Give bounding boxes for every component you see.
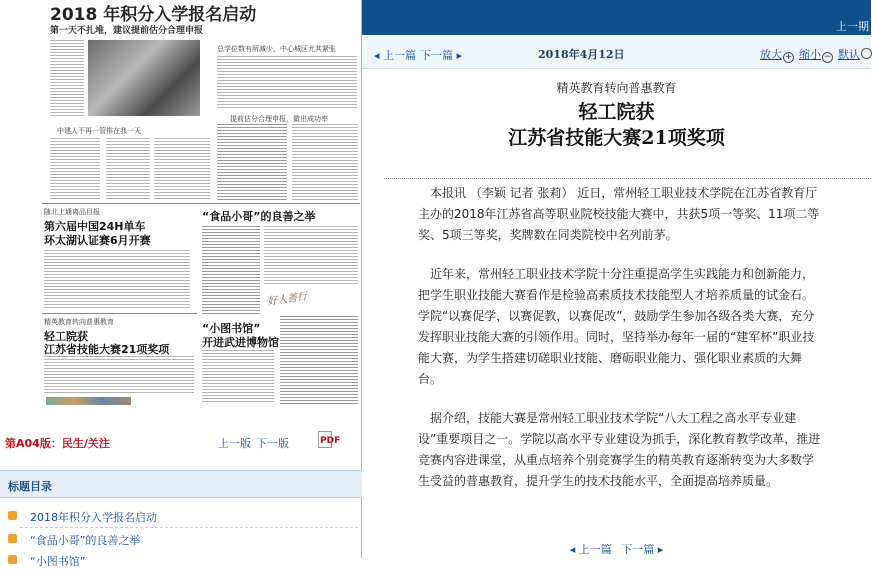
mini-headline: 总学位数有所减少，中心城区尤其紧张: [217, 45, 336, 53]
story-headline: “小图书馆”: [202, 322, 261, 335]
story-headline: 轻工院获: [44, 330, 88, 343]
article-body: [418, 183, 822, 510]
article-paragraph: 据介绍，技能大赛是常州轻工职业技术学院“八大工程之高水平专业建设”重要项目之一。学院以高水平专业建设为抓手，深化教育教学改革，推进竞赛内容进课堂，从重点培养个别竞赛学生的精英教育逐渐转变为大多数学生受益的普惠教育，提升学生的技术技能水平，全面提高培养质量。: [418, 411, 821, 488]
prev-page-link[interactable]: 上一版: [218, 437, 251, 450]
story-headline: 第六届中国24H单车: [44, 220, 146, 233]
footer-prev-article-link[interactable]: ◂ 上一篇: [569, 543, 612, 556]
color-strip: [46, 397, 131, 405]
bullet-icon: [8, 511, 17, 520]
toc-item-label: 2018年积分入学报名启动: [30, 511, 157, 524]
zoom-out-label: 缩小: [799, 48, 821, 61]
circle-icon: [861, 48, 872, 59]
zoom-default-button[interactable]: [838, 46, 872, 62]
page-label: 第A04版：民生/关注: [5, 437, 110, 450]
text-column: [106, 138, 150, 200]
article-paragraph: 近年来，常州轻工职业技术学院十分注重提高学生实践能力和创新能力，把学生职业技能大赛看作是检验高素质技术技能型人才培养质量的试金石。学院“以赛促学，以赛促教，以赛促改”，鼓励学生参加各级各类大赛，充分发挥职业技能大赛的引领作用。同时，坚持举办每年一届的“建军杯”职业技能大赛，为学生搭建切磋职业技能、磨砺职业能力、强化职业素质的大舞台。: [418, 267, 815, 386]
prev-article-label: 上一篇: [383, 49, 417, 62]
article-kicker: 精英教育转向普惠教育: [556, 81, 677, 95]
stamp-logo: 好人善行: [266, 291, 308, 308]
bullet-icon: [8, 534, 17, 543]
toc-item-label: “食品小哥”的良善之举: [30, 534, 141, 547]
zoom-in-button[interactable]: [760, 46, 794, 63]
zoom-default-label: 默认: [838, 48, 860, 61]
text-column: [44, 356, 194, 394]
divider: [20, 527, 358, 528]
text-column: [202, 350, 274, 404]
text-column: [264, 226, 358, 286]
toc-item[interactable]: [8, 531, 358, 549]
toc-item[interactable]: [8, 552, 358, 570]
text-column: [280, 316, 358, 404]
article-footer-nav: [362, 541, 871, 557]
next-article-link[interactable]: 下一篇 ▸: [420, 49, 463, 62]
header-bar: [362, 0, 871, 35]
plus-icon: +: [784, 52, 793, 62]
minus-icon: −: [823, 52, 832, 62]
divider: [42, 313, 197, 314]
toc-header: [0, 470, 362, 498]
text-column: [154, 138, 210, 200]
issue-date: 2018年4月12日: [538, 48, 625, 61]
toc-item-label: “小图书馆”: [30, 555, 86, 568]
article-toolbar: [362, 35, 871, 69]
text-column: [50, 138, 100, 200]
footer-prev-label: 上一篇: [578, 543, 612, 556]
mini-headline: 提前估分合理申报，做出成功率: [230, 115, 328, 123]
prev-article-link[interactable]: ◂ 上一篇: [374, 49, 417, 62]
text-column: [44, 250, 190, 310]
divider: [384, 178, 871, 179]
story-headline: “食品小哥”的良善之举: [202, 210, 316, 223]
text-column: [217, 56, 357, 110]
prev-issue-link[interactable]: 上一期: [836, 20, 869, 33]
toc-item[interactable]: [8, 508, 358, 526]
zoom-in-label: 放大: [760, 48, 782, 61]
pdf-icon[interactable]: PDF: [318, 431, 332, 448]
text-column: [217, 124, 287, 200]
text-column: [292, 124, 358, 200]
divider: [42, 203, 360, 204]
bullet-icon: [8, 555, 17, 564]
article-title-line1: 轻工院获: [578, 101, 655, 123]
page-subhead: 第一天不扎堆，建议提前估分合理申报: [50, 26, 204, 36]
news-photo: [88, 40, 200, 116]
page-pager: [0, 428, 362, 454]
story-headline: 开进武进博物馆: [202, 336, 279, 349]
story-headline: 江苏省技能大赛21项奖项: [44, 343, 170, 356]
toc-title: 标题目录: [8, 480, 52, 493]
footer-next-article-link[interactable]: 下一篇 ▸: [621, 543, 664, 556]
next-article-label: 下一篇: [420, 49, 453, 62]
next-page-link[interactable]: 下一版: [256, 437, 289, 450]
mini-headline: 随北上通离品目报: [44, 208, 100, 216]
text-column: [202, 226, 260, 316]
article-title-line2: 江苏省技能大赛21项奖项: [508, 127, 725, 149]
article-paragraph: 本报讯 （李颖 记者 张莉） 近日，常州轻工职业技术学院在江苏省教育厅主办的2018年江苏省高等职业院校技能大赛中，共获5项一等奖、11项二等奖、5项三等奖，奖牌数在同类院校中名列前茅。: [418, 186, 820, 242]
article-pane: [362, 0, 871, 558]
mini-headline: 中建人不再一管排在我一天: [57, 127, 141, 135]
newspaper-page-thumbnail[interactable]: [2, 0, 360, 428]
story-headline: 环太湖认证赛6月开赛: [44, 234, 151, 247]
text-column: [50, 40, 84, 118]
newspaper-page-pane: [0, 0, 362, 568]
page-headline: 2018 年积分入学报名启动: [50, 5, 257, 25]
zoom-out-button[interactable]: [799, 46, 833, 63]
footer-next-label: 下一篇: [621, 543, 655, 556]
mini-headline: 精英教育转向普惠教育: [44, 318, 114, 326]
